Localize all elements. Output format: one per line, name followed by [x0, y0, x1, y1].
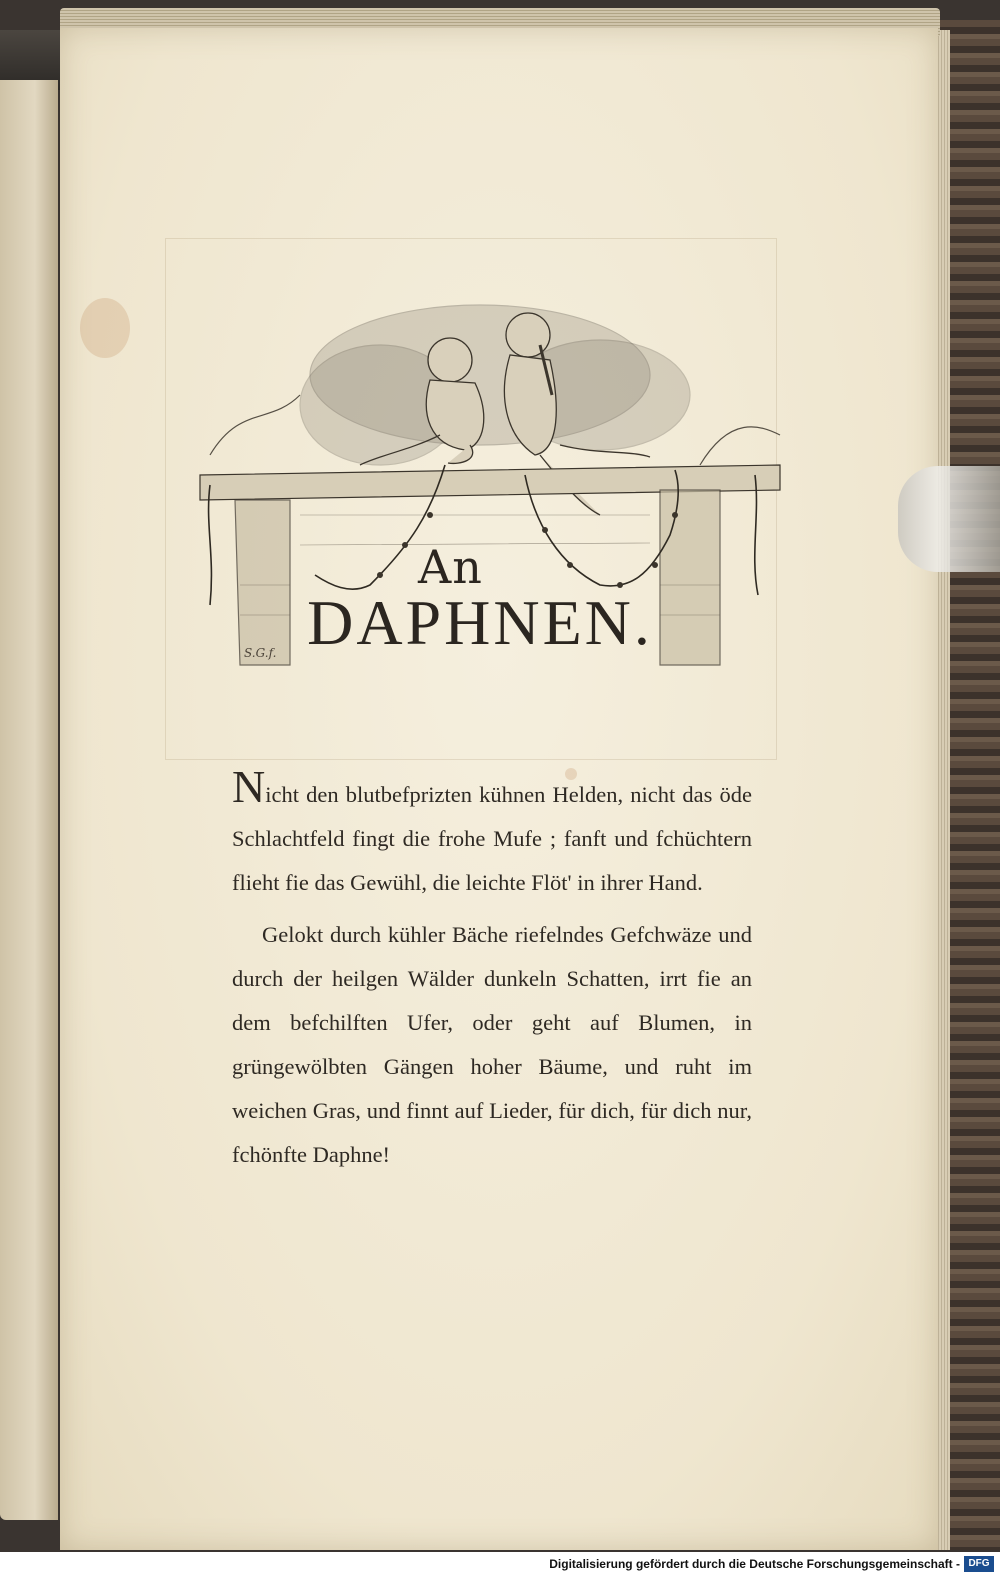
digitization-footer — [0, 1552, 1000, 1577]
facing-page-edge — [0, 80, 58, 1520]
footer-credit: Digitalisierung gefördert durch die Deutsche Forschungsgemeinschaft - — [549, 1557, 960, 1571]
paragraph-1-text: icht den blutbefprizten kühnen Helden, nicht das öde Schlachtfeld fingt die frohe Mufe ; fanft und fchüchtern flieht fie das Gewühl, die leichte Flöt' in ihrer Hand. — [232, 782, 752, 895]
engraver-signature: S.G.f. — [244, 646, 277, 660]
dfg-logo: DFG — [964, 1556, 994, 1572]
page-clip — [898, 466, 1000, 572]
paragraph-2: Gelokt durch kühler Bäche riefelndes Gefchwäze und durch der heilgen Wälder dunkeln Schatten, irrt fie an dem befchilften Ufer, oder geht auf Blumen, in grüngewölbten Gängen hoher Bäume, und ruht im weichen Gras, und finnt auf Lieder, für dich, für dich nur, fchönfte Daphne! — [232, 922, 752, 1167]
drop-capital: N — [232, 761, 266, 812]
foxing-spot — [80, 298, 130, 358]
vignette-title-an: An — [418, 540, 483, 594]
vignette-title-daphnen: DAPHNEN. — [307, 587, 653, 658]
paragraph-1 — [232, 761, 752, 905]
poem-text — [232, 761, 752, 1185]
page-stack-edge — [936, 30, 950, 1550]
